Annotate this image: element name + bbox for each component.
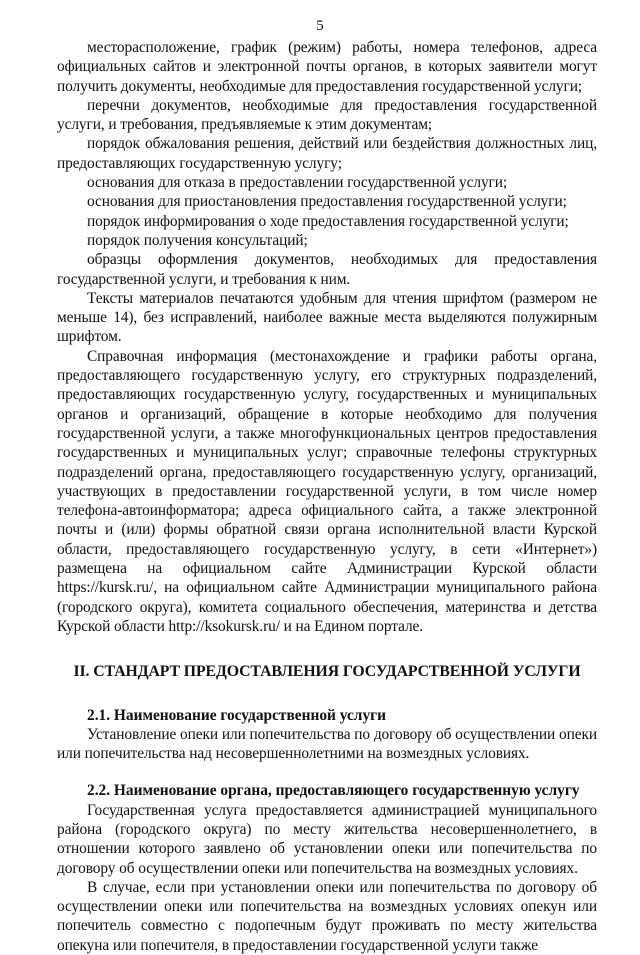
- paragraph: основания для приостановления предоставления государственной услуги;: [87, 193, 567, 211]
- paragraph: перечни документов, необходимые для предоставления государственной услуги, и требования, предъявляемые к этим документам;: [57, 96, 597, 134]
- paragraph: порядок получения консультаций;: [87, 231, 308, 249]
- subsection-title: 2.2. Наименование органа, предоставляющего государственную услугу: [87, 782, 580, 800]
- section-title: II. СТАНДАРТ ПРЕДОСТАВЛЕНИЯ ГОСУДАРСТВЕННОЙ УСЛУГИ: [73, 663, 581, 681]
- paragraph: образцы оформления документов, необходимых для предоставления государственной услуги, и требования к ним.: [57, 251, 597, 288]
- paragraph: В случае, если при установлении опеки или попечительства по договору об осуществлении опеки или попечительства на возмездных условиях опекун или попечитель совместно с подопечным будут проживать по месту жительства опекуна или попечителя, в предоставлении государственной услуги также: [57, 878, 597, 954]
- paragraph: Справочная информация (местонахождение и графики работы органа, предоставляющего государственную услугу, его структурных подразделений, предоставляющих государственную услугу, государственных и муниципальных органов и организаций, обращение в которые необходимо для получения государственной услуги, а также многофункциональных центров предоставления государственных и муниципальных услуг; справочные телефоны структурных подразделений органа, предоставляющего государственную услугу, организаций, участвующих в предоставлении государственной услуги, в том числе номер телефона-автоинформатора; адреса официального сайта, а также электронной почты и (или) формы обратной связи органа исполнительной власти Курской области, предоставляющего государственную услугу, в сети «Интернет») размещена на официальном сайте Администрации Курской области https://kursk.ru/, на официальном сайте Администрации муниципального района (городского округа), комитета социального обеспечения, материнства и детства Курской области http://ksokursk.ru/ и на Едином портале.: [57, 347, 597, 635]
- subsection-title: 2.1. Наименование государственной услуги: [87, 706, 386, 724]
- page-number: 5: [316, 18, 324, 34]
- spacer: [57, 763, 597, 781]
- paragraph: Государственная услуга предоставляется администрацией муниципального района (городского округа) по месту жительства несовершеннолетнего, в отношении которого заявлено об установлении опеки или попечительства по договору об осуществлении опеки или попечительства на возмездных условиях.: [57, 801, 597, 877]
- paragraph: порядок информирования о ходе предоставления государственной услуги;: [87, 212, 569, 230]
- paragraph: месторасположение, график (режим) работы, номера телефонов, адреса официальных сайтов и электронной почты органов, в которых заявители могут получить документы, необходимые для предоставления государственной услуги;: [57, 39, 597, 95]
- paragraph: Установление опеки или попечительства по договору об осуществлении опеки или попечительства над несовершеннолетними на возмездных условиях.: [57, 725, 597, 763]
- paragraph: порядок обжалования решения, действий или бездействия должностных лиц, предоставляющих государственную услугу;: [57, 135, 597, 172]
- paragraph: основания для отказа в предоставлении государственной услуги;: [87, 174, 508, 192]
- paragraph: Тексты материалов печатаются удобным для чтения шрифтом (размером не меньше 14), без исправлений, наиболее важные места выделяются полужирным шрифтом.: [57, 289, 597, 346]
- document-body: [57, 38, 597, 955]
